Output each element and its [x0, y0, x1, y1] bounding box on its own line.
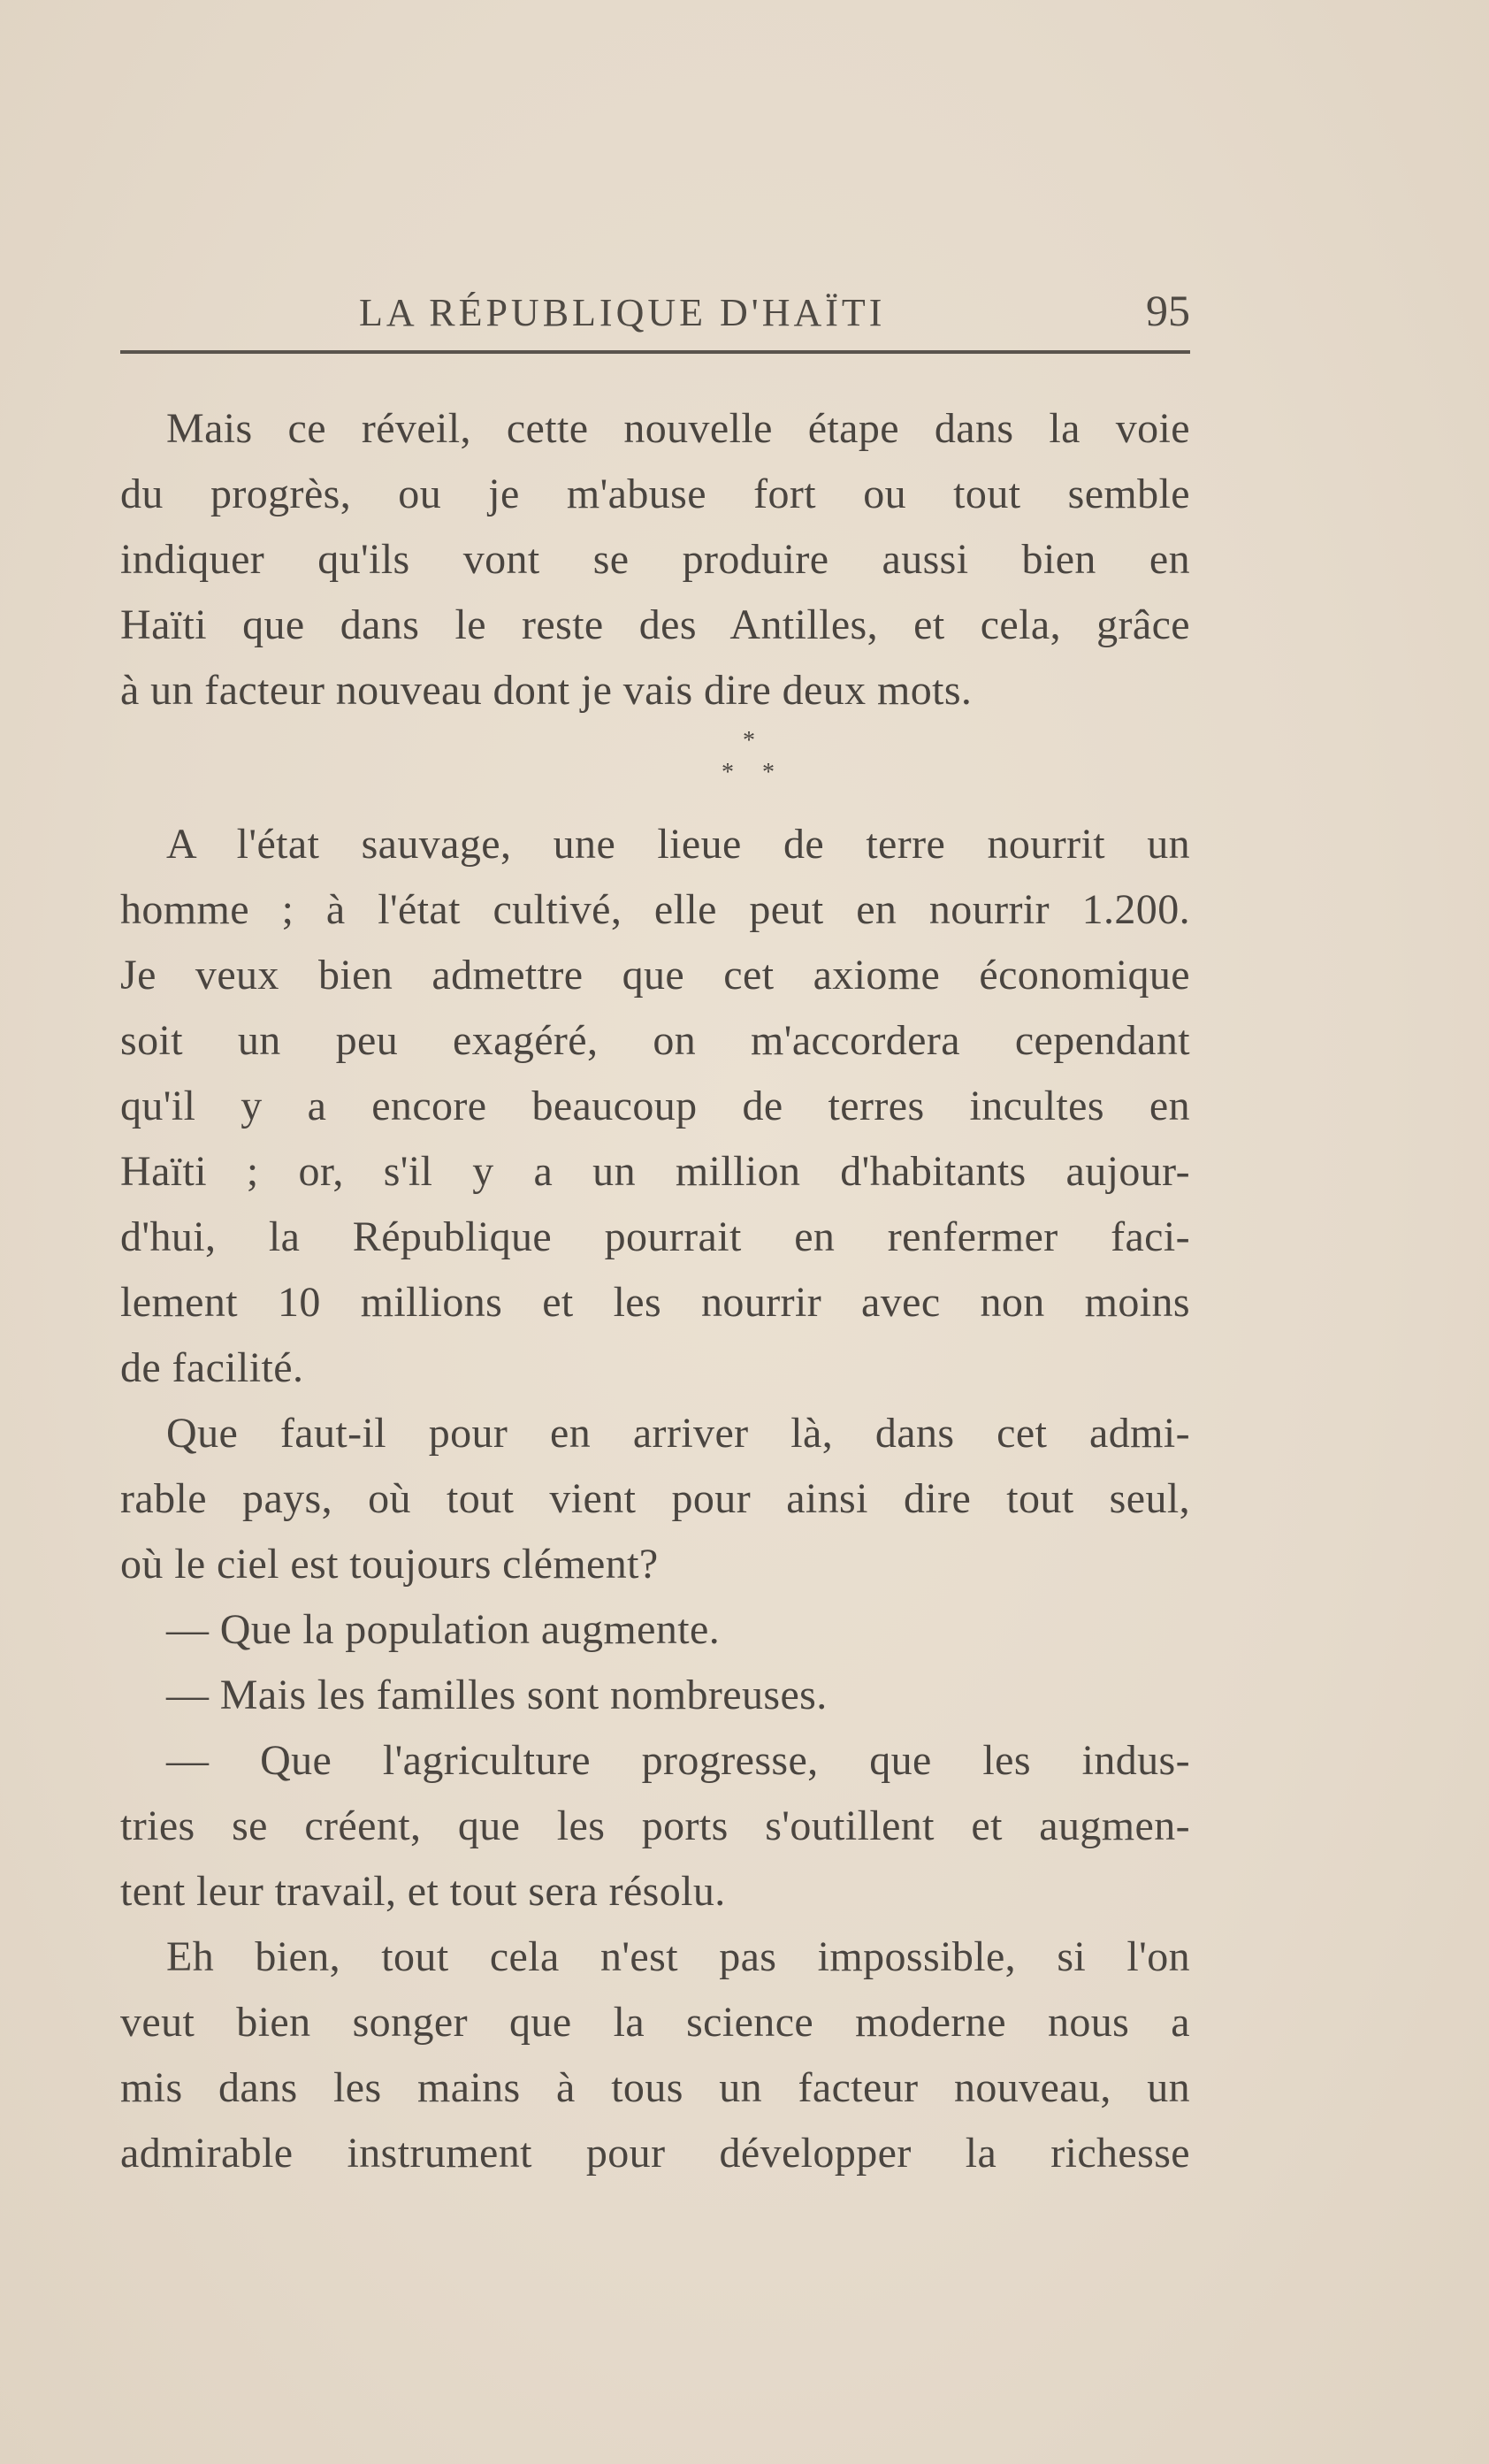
text-line: veut bien songer que la science moderne nous a [120, 1999, 1190, 2046]
text-line: rable pays, où tout vient pour ainsi dire tout seul, [120, 1475, 1190, 1522]
page-number: 95 [1146, 286, 1190, 335]
dialogue-line: — Que la population augmente. [166, 1606, 721, 1653]
text-line: lement 10 millions et les nourrir avec non moins [120, 1279, 1190, 1326]
text-line: indiquer qu'ils vont se produire aussi bien en [120, 536, 1190, 583]
text-line: qu'il y a encore beaucoup de terres incultes en [120, 1083, 1190, 1129]
asterism-star: * [743, 727, 755, 754]
text-line: d'hui, la République pourrait en renfermer faci- [120, 1213, 1190, 1260]
text-line: de facilité. [120, 1344, 304, 1391]
paragraph-5 [120, 1925, 1190, 2186]
running-title: LA RÉPUBLIQUE D'HAÏTI [359, 291, 886, 334]
text-line: Haïti ; or, s'il y a un million d'habitants aujour- [120, 1148, 1190, 1195]
text-line: — Que l'agriculture progresse, que les indus- [166, 1737, 1190, 1784]
header-rule [120, 350, 1190, 354]
dialogue-line: — Mais les familles sont nombreuses. [166, 1672, 828, 1718]
text-line: Mais ce réveil, cette nouvelle étape dans la voie [166, 405, 1190, 452]
text-line: admirable instrument pour développer la richesse [120, 2130, 1190, 2177]
text-line: Eh bien, tout cela n'est pas impossible, si l'on [166, 1933, 1190, 1980]
paragraph-4 [120, 1728, 1190, 1925]
text-line: à un facteur nouveau dont je vais dire deux mots. [120, 667, 973, 714]
text-line: tent leur travail, et tout sera résolu. [120, 1868, 726, 1915]
text-line: mis dans les mains à tous un facteur nouveau, un [120, 2064, 1190, 2111]
text-line: A l'état sauvage, une lieue de terre nourrit un [166, 821, 1190, 868]
text-line: Je veux bien admettre que cet axiome économique [120, 952, 1190, 999]
text-line: soit un peu exagéré, on m'accordera cependant [120, 1017, 1190, 1064]
paragraph-1 [120, 396, 1190, 723]
paragraph-3 [120, 1401, 1190, 1597]
paragraph-2 [120, 812, 1190, 1401]
text-line: Que faut-il pour en arriver là, dans cet admi- [166, 1410, 1190, 1457]
text-line: où le ciel est toujours clément? [120, 1541, 659, 1588]
text-line: homme ; à l'état cultivé, elle peut en nourrir 1.200. [120, 886, 1190, 933]
page-header [120, 286, 1190, 343]
text-line: tries se créent, que les ports s'outillent et augmen- [120, 1802, 1190, 1849]
text-line: du progrès, ou je m'abuse fort ou tout semble [120, 471, 1190, 517]
asterism-divider [120, 723, 1190, 812]
body-text [120, 396, 1190, 2186]
asterism-star: * [722, 759, 734, 786]
text-line: Haïti que dans le reste des Antilles, et cela, grâce [120, 601, 1190, 648]
asterism-star: * [762, 759, 775, 786]
